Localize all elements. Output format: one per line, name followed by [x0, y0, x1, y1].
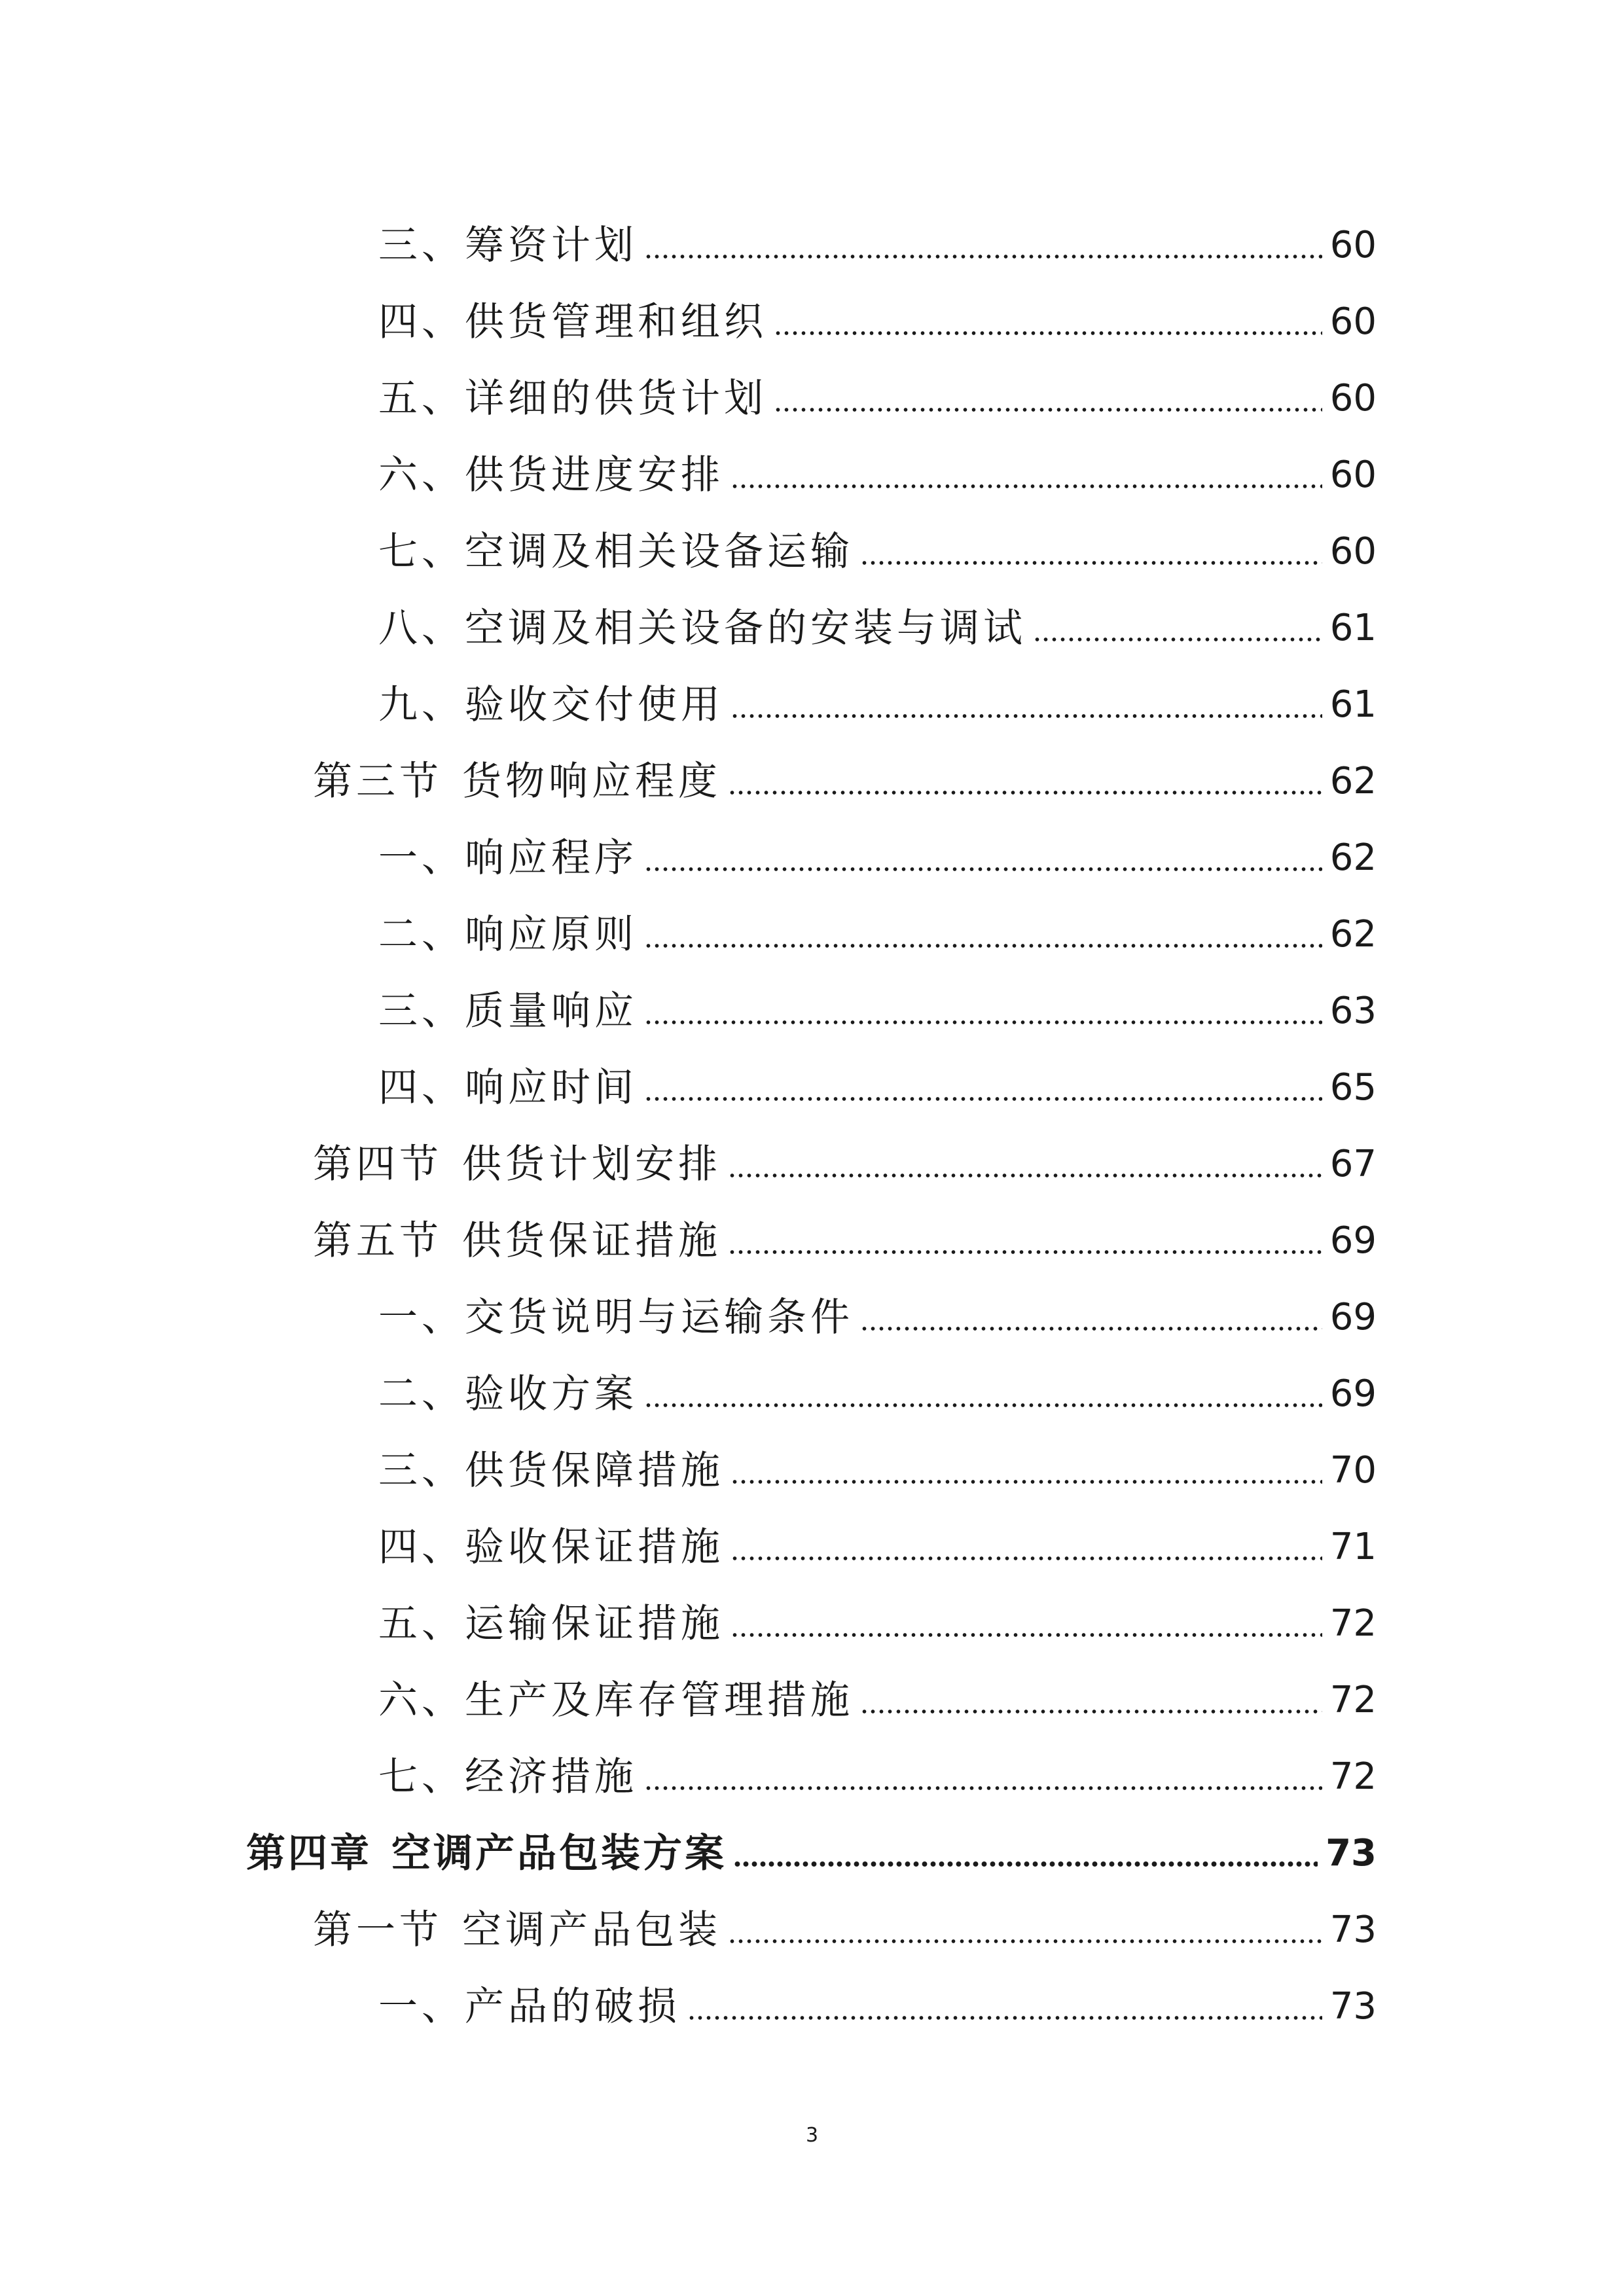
toc-entry-page: 73 — [1329, 1985, 1377, 2028]
dot-leader — [728, 1172, 1322, 1179]
dot-leader — [644, 1785, 1322, 1791]
toc-entry-title: 二、响应原则 — [378, 912, 638, 958]
toc-entry[interactable] — [378, 429, 1377, 498]
toc-entry[interactable] — [378, 659, 1377, 728]
toc-entry-page: 70 — [1329, 1449, 1377, 1492]
toc-entry-page: 69 — [1329, 1219, 1377, 1262]
toc-entry-page: 60 — [1329, 454, 1377, 496]
dot-leader — [644, 1019, 1322, 1026]
dot-leader — [644, 1402, 1322, 1408]
dot-leader — [731, 483, 1322, 490]
toc-entry-title: 第四章 空调产品包装方案 — [246, 1831, 727, 1876]
toc-entry[interactable] — [378, 1731, 1377, 1800]
dot-leader — [774, 330, 1322, 336]
dot-leader — [731, 1555, 1322, 1562]
dot-leader — [860, 560, 1322, 566]
dot-leader — [774, 406, 1322, 413]
toc-entry-title: 三、质量响应 — [378, 988, 638, 1034]
toc-entry[interactable] — [378, 1425, 1377, 1494]
toc-entry-title: 第三节 货物响应程度 — [313, 759, 721, 804]
toc-entry[interactable] — [313, 1884, 1377, 1953]
toc-entry-title: 七、经济措施 — [378, 1754, 638, 1800]
toc-entry[interactable] — [378, 1961, 1377, 2030]
toc-entry[interactable] — [378, 506, 1377, 575]
toc-entry-page: 73 — [1326, 1832, 1377, 1874]
toc-entry-page: 60 — [1329, 530, 1377, 573]
toc-entry-title: 四、供货管理和组织 — [378, 299, 767, 345]
dot-leader — [731, 713, 1322, 719]
toc-entry-page: 69 — [1329, 1296, 1377, 1338]
toc-entry-page: 63 — [1329, 990, 1377, 1032]
toc-entry-title: 三、筹资计划 — [378, 223, 638, 268]
toc-entry[interactable] — [378, 812, 1377, 881]
dot-leader — [860, 1708, 1322, 1715]
dot-leader — [1033, 636, 1322, 643]
toc-entry-page: 72 — [1329, 1755, 1377, 1798]
dot-leader — [731, 1479, 1322, 1485]
toc-entry-page: 61 — [1329, 683, 1377, 726]
toc-entry-page: 60 — [1329, 224, 1377, 266]
toc-entry-title: 三、供货保障措施 — [378, 1448, 724, 1494]
toc-entry-title: 六、供货进度安排 — [378, 452, 724, 498]
toc-entry[interactable] — [378, 583, 1377, 651]
toc-entry-title: 一、响应程序 — [378, 835, 638, 881]
dot-leader — [733, 1860, 1318, 1868]
toc-entry-page: 73 — [1329, 1909, 1377, 1951]
toc-entry-page: 61 — [1329, 607, 1377, 649]
dot-leader — [644, 1096, 1322, 1102]
toc-entry-page: 67 — [1329, 1143, 1377, 1185]
toc-entry-title: 八、空调及相关设备的安装与调试 — [378, 605, 1026, 651]
toc-entry-page: 71 — [1329, 1526, 1377, 1568]
toc-entry[interactable] — [313, 1119, 1377, 1187]
toc-entry-title: 五、详细的供货计划 — [378, 376, 767, 422]
dot-leader — [731, 1632, 1322, 1638]
toc-entry-title: 四、验收保证措施 — [378, 1524, 724, 1570]
toc-entry[interactable] — [378, 353, 1377, 422]
toc-entry-title: 七、空调及相关设备运输 — [378, 529, 854, 575]
toc-chapter-entry[interactable] — [246, 1808, 1377, 1876]
toc-entry-title: 六、生产及库存管理措施 — [378, 1677, 854, 1723]
toc-entry-page: 60 — [1329, 300, 1377, 343]
toc-entry-title: 九、验收交付使用 — [378, 682, 724, 728]
toc-entry-page: 72 — [1329, 1602, 1377, 1645]
toc-entry[interactable] — [378, 276, 1377, 345]
toc-entry-page: 62 — [1329, 836, 1377, 879]
dot-leader — [860, 1325, 1322, 1332]
toc-entry-title: 二、验收方案 — [378, 1371, 638, 1417]
dot-leader — [687, 2015, 1322, 2021]
toc-entry-page: 60 — [1329, 377, 1377, 420]
dot-leader — [728, 1249, 1322, 1255]
toc-entry-page: 62 — [1329, 760, 1377, 802]
toc-entry[interactable] — [313, 736, 1377, 804]
toc-entry-page: 72 — [1329, 1679, 1377, 1721]
toc-entry-title: 第五节 供货保证措施 — [313, 1218, 721, 1264]
toc-entry-title: 一、产品的破损 — [378, 1984, 681, 2030]
toc-entry[interactable] — [378, 200, 1377, 268]
toc-entry-page: 65 — [1329, 1066, 1377, 1109]
toc-entry-title: 四、响应时间 — [378, 1065, 638, 1111]
toc-entry-title: 第四节 供货计划安排 — [313, 1141, 721, 1187]
toc-entry-title: 五、运输保证措施 — [378, 1601, 724, 1647]
dot-leader — [644, 253, 1322, 260]
dot-leader — [728, 1938, 1322, 1945]
toc-entry[interactable] — [378, 1348, 1377, 1417]
dot-leader — [728, 789, 1322, 796]
dot-leader — [644, 942, 1322, 949]
toc-entry-page: 62 — [1329, 913, 1377, 956]
toc-entry[interactable] — [378, 1042, 1377, 1111]
toc-entry-title: 第一节 空调产品包装 — [313, 1907, 721, 1953]
toc-entry[interactable] — [378, 1578, 1377, 1647]
toc-entry[interactable] — [378, 1655, 1377, 1723]
toc-entry[interactable] — [378, 1501, 1377, 1570]
toc-entry[interactable] — [378, 889, 1377, 958]
toc-entry-title: 一、交货说明与运输条件 — [378, 1295, 854, 1340]
toc-entry[interactable] — [378, 1272, 1377, 1340]
toc-entry[interactable] — [313, 1195, 1377, 1264]
dot-leader — [644, 866, 1322, 872]
page-number: 3 — [805, 2124, 819, 2147]
toc-entry[interactable] — [378, 965, 1377, 1034]
toc-entry-page: 69 — [1329, 1372, 1377, 1415]
